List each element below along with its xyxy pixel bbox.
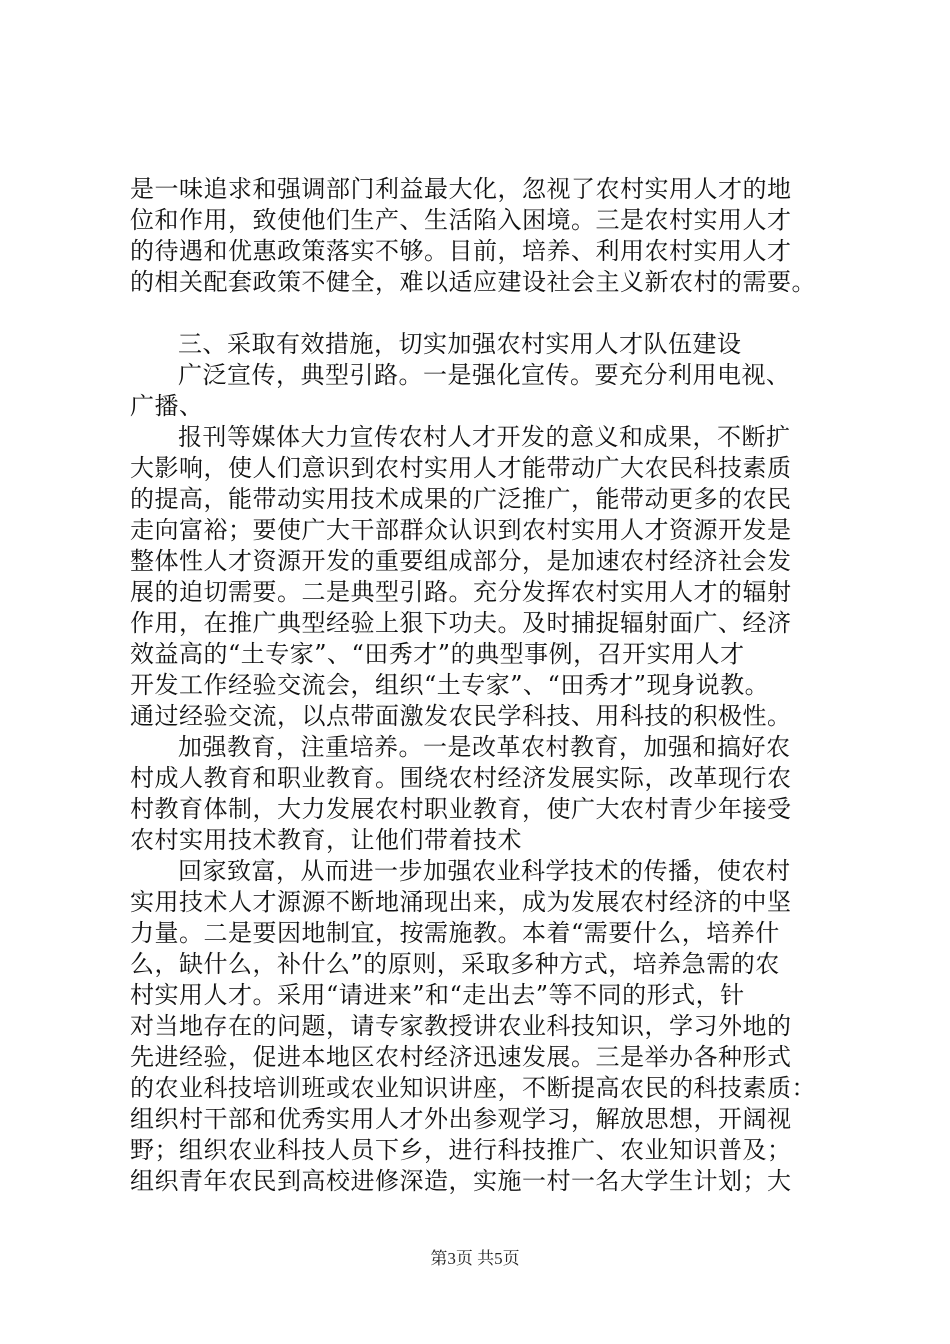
text-line: 么，缺什么，补什么”的原则，采取多种方式，培养急需的农 — [130, 950, 780, 978]
text-line: 加强教育，注重培养。一是改革农村教育，加强和搞好农 — [178, 733, 791, 761]
text-line: 整体性人才资源开发的重要组成部分，是加速农村经济社会发 — [130, 547, 792, 575]
text-line: 通过经验交流，以点带面激发农民学科技、用科技的积极性。 — [130, 702, 792, 730]
page-footer: 第3页 共5页 — [430, 1249, 520, 1268]
text-line: 农村实用技术教育，让他们带着技术 — [130, 826, 522, 854]
text-line: 广泛宣传，典型引路。一是强化宣传。要充分利用电视、 — [178, 361, 791, 389]
document-body — [130, 174, 830, 1197]
text-line: 作用，在推广典型经验上狠下功夫。及时捕捉辐射面广、经济 — [130, 609, 792, 637]
text-line: 效益高的“土专家”、“田秀才”的典型事例，召开实用人才 — [130, 640, 745, 668]
text-line: 力量。二是要因地制宜，按需施教。本着“需要什么，培养什 — [130, 919, 780, 947]
text-line: 村教育体制，大力发展农村职业教育，使广大农村青少年接受 — [130, 795, 792, 823]
text-line: 位和作用，致使他们生产、生活陷入困境。三是农村实用人才 — [130, 206, 792, 234]
text-line: 广播、 — [130, 392, 204, 420]
text-line: 的农业科技培训班或农业知识讲座，不断提高农民的科技素质： — [130, 1074, 816, 1102]
text-line: 对当地存在的问题，请专家教授讲农业科技知识，学习外地的 — [130, 1012, 792, 1040]
text-line: 是一味追求和强调部门利益最大化，忽视了农村实用人才的地 — [130, 175, 792, 203]
text-line: 开发工作经验交流会，组织“土专家”、“田秀才”现身说教。 — [130, 671, 770, 699]
text-line: 走向富裕；要使广大干部群众认识到农村实用人才资源开发是 — [130, 516, 792, 544]
paragraph-gap — [130, 298, 830, 329]
text-line: 村成人教育和职业教育。围绕农村经济发展实际，改革现行农 — [130, 764, 792, 792]
text-line: 三、采取有效措施，切实加强农村实用人才队伍建设 — [178, 330, 742, 358]
text-line: 的相关配套政策不健全，难以适应建设社会主义新农村的需要。 — [130, 268, 816, 296]
text-line: 的待遇和优惠政策落实不够。目前，培养、利用农村实用人才 — [130, 237, 792, 265]
text-line: 实用技术人才源源不断地涌现出来，成为发展农村经济的中坚 — [130, 888, 792, 916]
text-line: 的提高，能带动实用技术成果的广泛推广，能带动更多的农民 — [130, 485, 792, 513]
text-line: 展的迫切需要。二是典型引路。充分发挥农村实用人才的辐射 — [130, 578, 792, 606]
text-line: 先进经验，促进本地区农村经济迅速发展。三是举办各种形式 — [130, 1043, 792, 1071]
text-line: 组织青年农民到高校进修深造，实施一村一名大学生计划；大 — [130, 1167, 792, 1195]
text-line: 大影响，使人们意识到农村实用人才能带动广大农民科技素质 — [130, 454, 792, 482]
text-line: 村实用人才。采用“请进来”和“走出去”等不同的形式，针 — [130, 981, 745, 1009]
text-line: 回家致富，从而进一步加强农业科学技术的传播，使农村 — [178, 857, 791, 885]
text-line: 报刊等媒体大力宣传农村人才开发的意义和成果，不断扩 — [178, 423, 791, 451]
text-line: 野；组织农业科技人员下乡，进行科技推广、农业知识普及； — [130, 1136, 792, 1164]
text-line: 组织村干部和优秀实用人才外出参观学习，解放思想，开阔视 — [130, 1105, 792, 1133]
